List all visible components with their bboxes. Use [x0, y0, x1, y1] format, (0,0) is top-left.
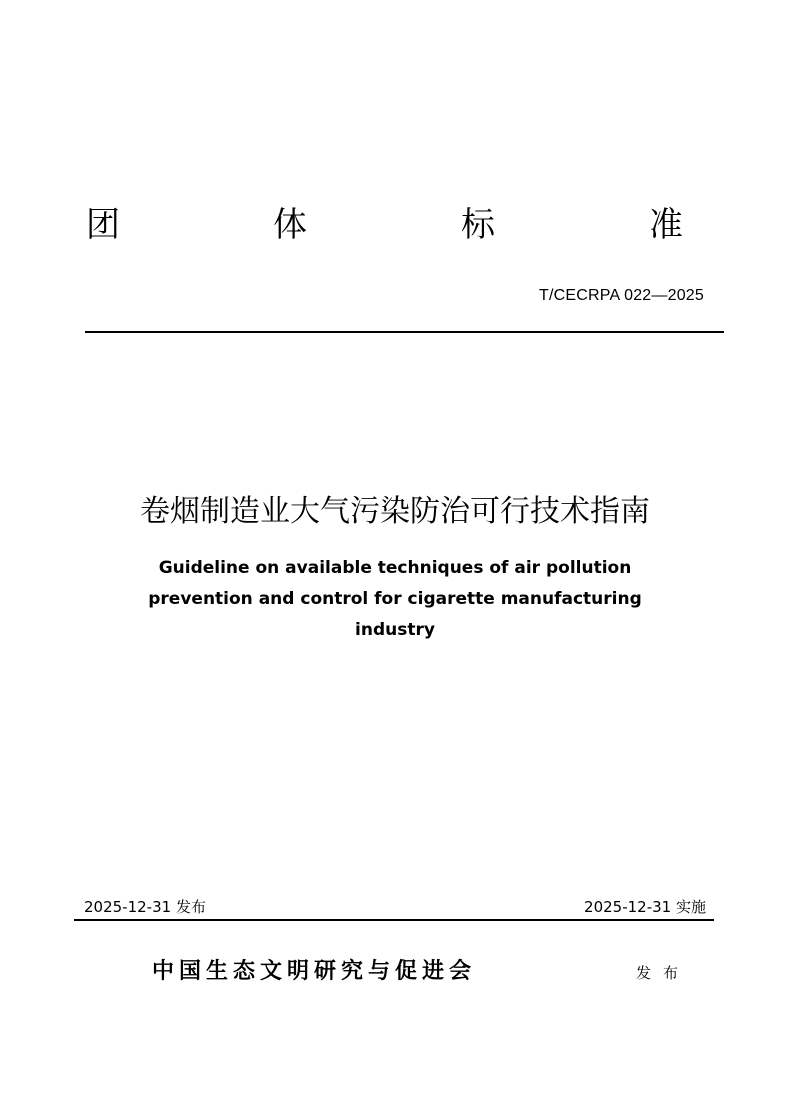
publish-label: 发布	[636, 964, 691, 982]
implementation-date: 2025-12-31 实施	[584, 898, 706, 916]
english-title-line: prevention and control for cigarette manufacturing	[148, 589, 642, 609]
standard-type-char: 准	[649, 205, 683, 245]
issue-date: 2025-12-31 发布	[84, 898, 206, 916]
standard-number: T/CECRPA 022—2025	[539, 287, 704, 304]
english-title-line: industry	[355, 620, 435, 640]
standard-type-char: 团	[86, 205, 120, 245]
english-title-line: Guideline on available techniques of air pollution	[158, 558, 632, 578]
standard-type-char: 标	[461, 205, 495, 245]
standard-type-heading	[0, 200, 790, 250]
document-title-english	[100, 553, 690, 646]
standard-type-char: 体	[273, 205, 307, 245]
footer-divider	[74, 919, 714, 921]
publisher-name: 中国生态文明研究与促进会	[152, 958, 477, 984]
header-divider	[85, 331, 724, 333]
document-title-chinese: 卷烟制造业大气污染防治可行技术指南	[140, 494, 650, 529]
